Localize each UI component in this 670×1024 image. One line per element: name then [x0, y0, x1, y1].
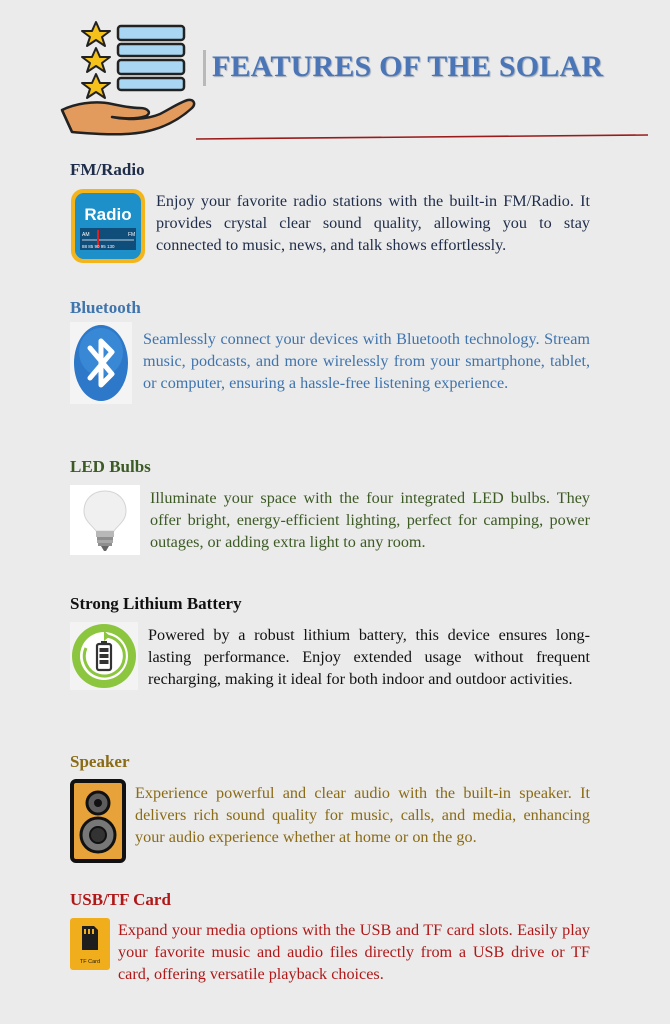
- radio-icon: [70, 188, 146, 264]
- feature-title: LED Bulbs: [70, 457, 151, 476]
- title-rule: [196, 133, 648, 141]
- feature-title: Speaker: [70, 752, 130, 771]
- hand-star-list-icon: [60, 18, 200, 136]
- radio-icon-label: Radio: [84, 205, 132, 224]
- speaker-icon: [70, 779, 126, 863]
- feature-description: Illuminate your space with the four integrated LED bulbs. They offer bright, energy-efficient lighting, perfect for camping, power outages, or adding extra light to any room.: [150, 489, 590, 551]
- light-bulb-icon: [70, 485, 140, 555]
- feature-description: Enjoy your favorite radio stations with the built-in FM/Radio. It provides crystal clear sound quality, allowing you to stay connected to music, news, and talk shows effortlessly.: [156, 192, 590, 254]
- feature-description: Expand your media options with the USB and TF card slots. Easily play your favorite music and audio files directly from a USB drive or TF card, offering versatile playback choices.: [118, 921, 590, 983]
- feature-description: Seamlessly connect your devices with Bluetooth technology. Stream music, podcasts, and more wirelessly from your smartphone, tablet, or computer, ensuring a hassle-free listening experience.: [143, 330, 590, 392]
- feature-description: Experience powerful and clear audio with the built-in speaker. It delivers rich sound quality for music, calls, and media, enhancing your audio experience whether at home or on the go.: [135, 784, 590, 846]
- sd-card-icon: [70, 918, 110, 970]
- page-title: FEATURES OF THE SOLAR: [212, 50, 604, 83]
- feature-title: Strong Lithium Battery: [70, 594, 242, 613]
- svg-text:FM: FM: [128, 232, 136, 238]
- bluetooth-icon: [70, 322, 132, 404]
- title-accent-bar: [203, 50, 206, 86]
- page-header: [0, 0, 670, 150]
- feature-title: Bluetooth: [70, 298, 141, 317]
- feature-title: FM/Radio: [70, 160, 145, 179]
- battery-charging-icon: [70, 622, 138, 690]
- feature-description: Powered by a robust lithium battery, this device ensures long-lasting performance. Enjoy extended usage without frequent recharging, making it ideal for both indoor and outdoor activities.: [148, 626, 590, 688]
- feature-title: USB/TF Card: [70, 890, 171, 909]
- svg-text:88 85 90 95 130: 88 85 90 95 130: [82, 244, 115, 249]
- sd-card-label: TF Card: [79, 959, 101, 965]
- svg-text:AM: AM: [82, 232, 90, 238]
